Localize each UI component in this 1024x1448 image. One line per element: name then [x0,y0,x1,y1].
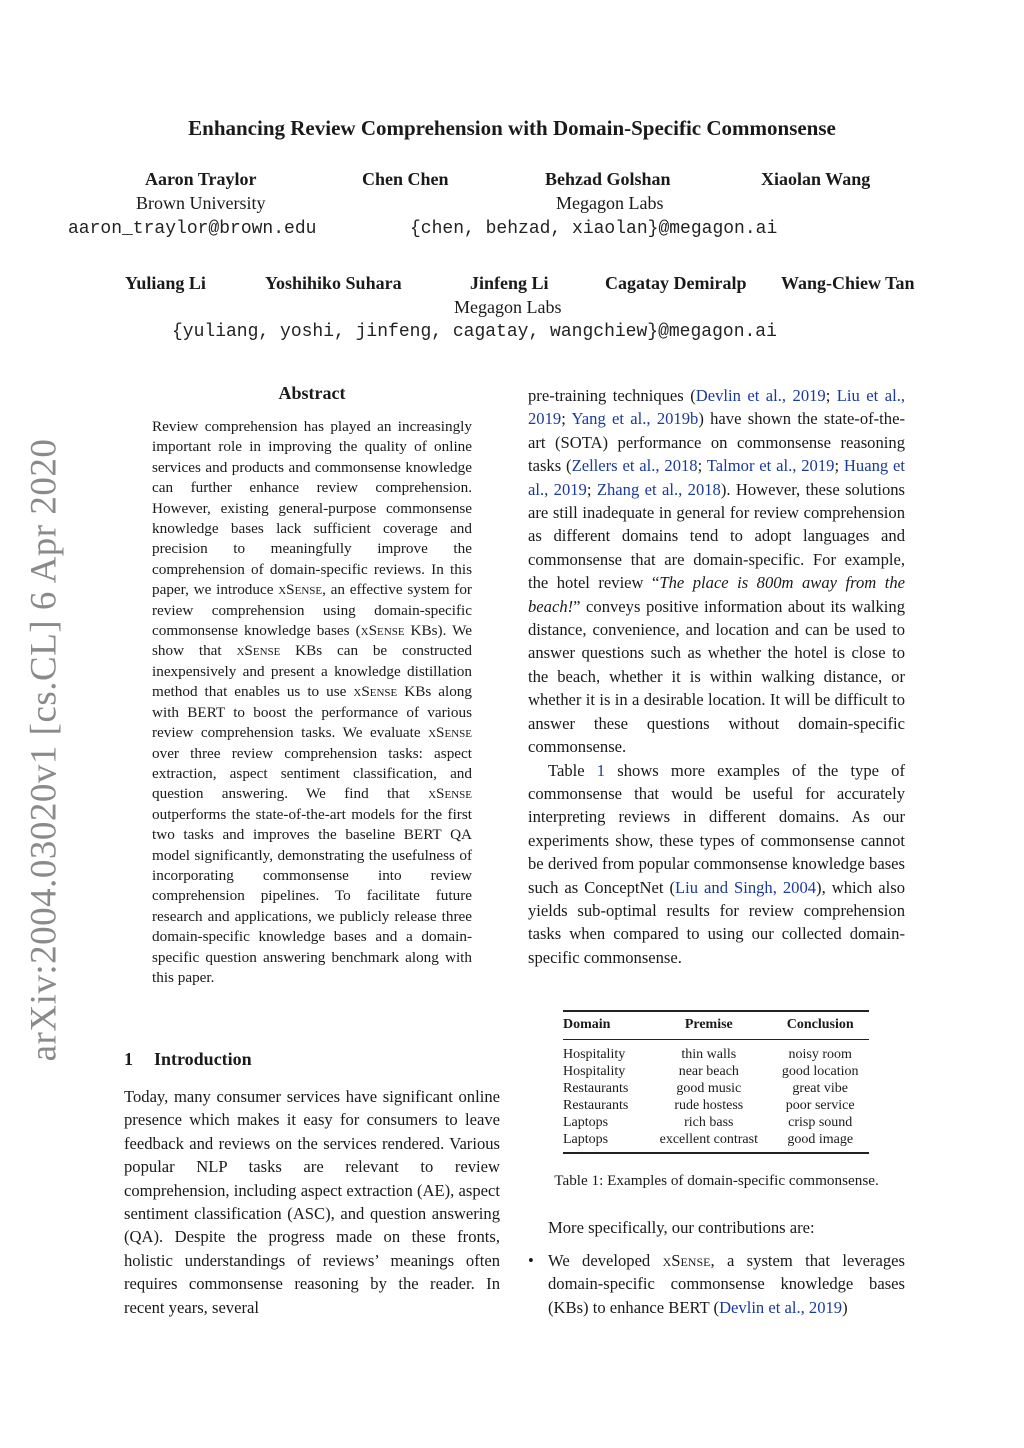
table-header-row [563,1011,869,1040]
contributions-lead: More specifically, our contributions are: [548,1218,815,1237]
table-cell: Restaurants [563,1098,629,1113]
section-heading-introduction: 1 Introduction [124,1049,252,1069]
table-cell: excellent contrast [646,1131,771,1153]
paragraph: pre-training techniques (Devlin et al., 2019; Liu et al., 2019; Yang et al., 2019b) have shown the state-of-the-art (SOTA) performance on commonsense reasoning tasks (Zellers et al., 2018; Talmor et al., 2019; Huang et al., 2019; Zhang et al., 2018). However, these solutions are still inadequate in general for review comprehension as different domains tend to adopt languages and commonsense that are domain-specific. For example, the hotel review “The place is 800m away from the beach!” conveys positive information about its walking distance, convenience, and location and can be used to answer questions such as whether the hotel is close to the beach, whether it is within walking distance, or whether it is in a desirable location. It will be difficult to answer these questions without domain-specific commonsense. [528,386,906,757]
abstract-body: Review comprehension has played an increasingly important role in improving the quality of online services and products and commonsense knowledge can further enhance review comprehension. However, existing general-purpose commonsense knowledge bases lack sufficient coverage and precision to meaningfully improve the comprehension of domain-specific reviews. In this paper, we introduce xSense, an effective system for review comprehension using domain-specific commonsense knowledge bases (xSense KBs). We show that xSense KBs can be constructed inexpensively and present a knowledge distillation method that enables us to use xSense KBs along with BERT to boost the performance of various review comprehension tasks. We evaluate xSense over three review comprehension tasks: aspect extraction, aspect sentiment classification, and question answering. We find that xSense outperforms the state-of-the-art models for the first two tasks and improves the baseline BERT QA model significantly, demonstrating the usefulness of incorporating commonsense into review comprehension pipelines. To facilitate future research and applications, we publicly release three domain-specific knowledge bases and a domain-specific question answering benchmark along with this paper. [152,418,472,986]
table-cell: poor service [785,1098,855,1113]
citation-link[interactable]: Yang et al., 2019b [571,409,699,429]
commonsense-examples-table [563,1010,869,1154]
citation-link[interactable]: Huang et al., 2019 [528,456,905,499]
table-row [563,1131,869,1153]
author-name: Jinfeng Li [470,273,549,293]
bullet-icon: • [528,1251,534,1270]
table-row [563,1097,869,1114]
table-row [563,1080,869,1097]
intro-paragraph: Today, many consumer services have significant online presence which makes it easy for consumers to leave feedback and reviews on the services rendered. Various popular NLP tasks are relevant to review comprehension, including aspect extraction (AE), aspect sentiment classification (ASC), and question answering (QA). Despite the progress made on these fronts, holistic understandings of reviews’ meanings often requires commonsense reasoning by the reader. In recent years, several [124,1087,500,1317]
table-cell: good location [781,1064,859,1079]
citation-link[interactable]: Devlin et al., 2019 [719,1297,843,1317]
table-cell: Laptops [563,1115,609,1130]
contribution-text: We developed xSense, a system that leverages domain-specific commonsense knowledge bases (KBs) to enhance BERT (Devlin et al., 2019) [548,1251,905,1317]
table-cell: rude hostess [674,1098,744,1113]
author-name: Yuliang Li [125,273,206,293]
table-cell: rich bass [684,1115,734,1130]
citation-link[interactable]: Liu and Singh, 2004 [675,877,817,897]
right-column-text [528,384,905,969]
affiliation: Megagon Labs [454,297,562,317]
abstract-heading: Abstract [278,383,346,403]
table-cell: Hospitality [563,1047,626,1062]
column-header: Conclusion [771,1011,869,1040]
table-caption: Table 1: Examples of domain-specific commonsense. [554,1172,879,1189]
citation-link[interactable]: Devlin et al., 2019 [695,386,826,405]
table-reference-link[interactable]: 1 [596,760,606,780]
table-row [563,1114,869,1131]
table-cell: near beach [678,1064,739,1079]
paper-title: Enhancing Review Comprehension with Domain-Specific Commonsense [188,116,836,140]
author-name: Wang-Chiew Tan [781,273,915,293]
column-header: Premise [646,1011,771,1040]
contribution-list-item [528,1249,905,1319]
author-email: aaron_traylor@brown.edu [68,219,317,239]
table-cell: good image [771,1131,869,1153]
author-name: Cagatay Demiralp [605,273,747,293]
table-row [563,1063,869,1080]
table-row [563,1040,869,1064]
author-name: Chen Chen [362,169,449,189]
table-cell: Laptops [563,1131,646,1153]
affiliation: Brown University [136,193,266,213]
table-cell: Restaurants [563,1081,629,1096]
column-header: Domain [563,1011,646,1040]
paragraph: Table 1 shows more examples of the type of commonsense that would be useful for accurately interpreting reviews in different domains. As our experiments show, these types of commonsense cannot be derived from popular commonsense knowledge bases such as ConceptNet (Liu and Singh, 2004), which also yields sub-optimal results for review comprehension tasks when compared to using our collected domain-specific commonsense. [528,760,906,967]
table-cell: thin walls [681,1047,737,1062]
table-cell: good music [676,1081,742,1096]
author-name: Aaron Traylor [145,169,257,189]
table-cell: Hospitality [563,1064,626,1079]
author-name: Yoshihiko Suhara [265,273,402,293]
author-email: {chen, behzad, xiaolan}@megagon.ai [410,219,778,239]
author-name: Behzad Golshan [545,169,671,189]
affiliation: Megagon Labs [556,193,664,213]
arxiv-sidebar-stamp: arXiv:2004.03020v1 [cs.CL] 6 Apr 2020 [23,438,65,1062]
citation-link[interactable]: Zellers et al., 2018 [571,456,698,476]
author-name: Xiaolan Wang [761,169,871,189]
author-email: {yuliang, yoshi, jinfeng, cagatay, wangchiew}@megagon.ai [172,322,777,342]
citation-link[interactable]: Zhang et al., 2018 [596,479,721,499]
citation-link[interactable]: Liu et al., 2019 [528,386,906,429]
table-cell: noisy room [788,1047,852,1062]
citation-link[interactable]: Talmor et al., 2019 [706,456,835,476]
table-cell: crisp sound [788,1115,853,1130]
table-cell: great vibe [792,1081,848,1096]
